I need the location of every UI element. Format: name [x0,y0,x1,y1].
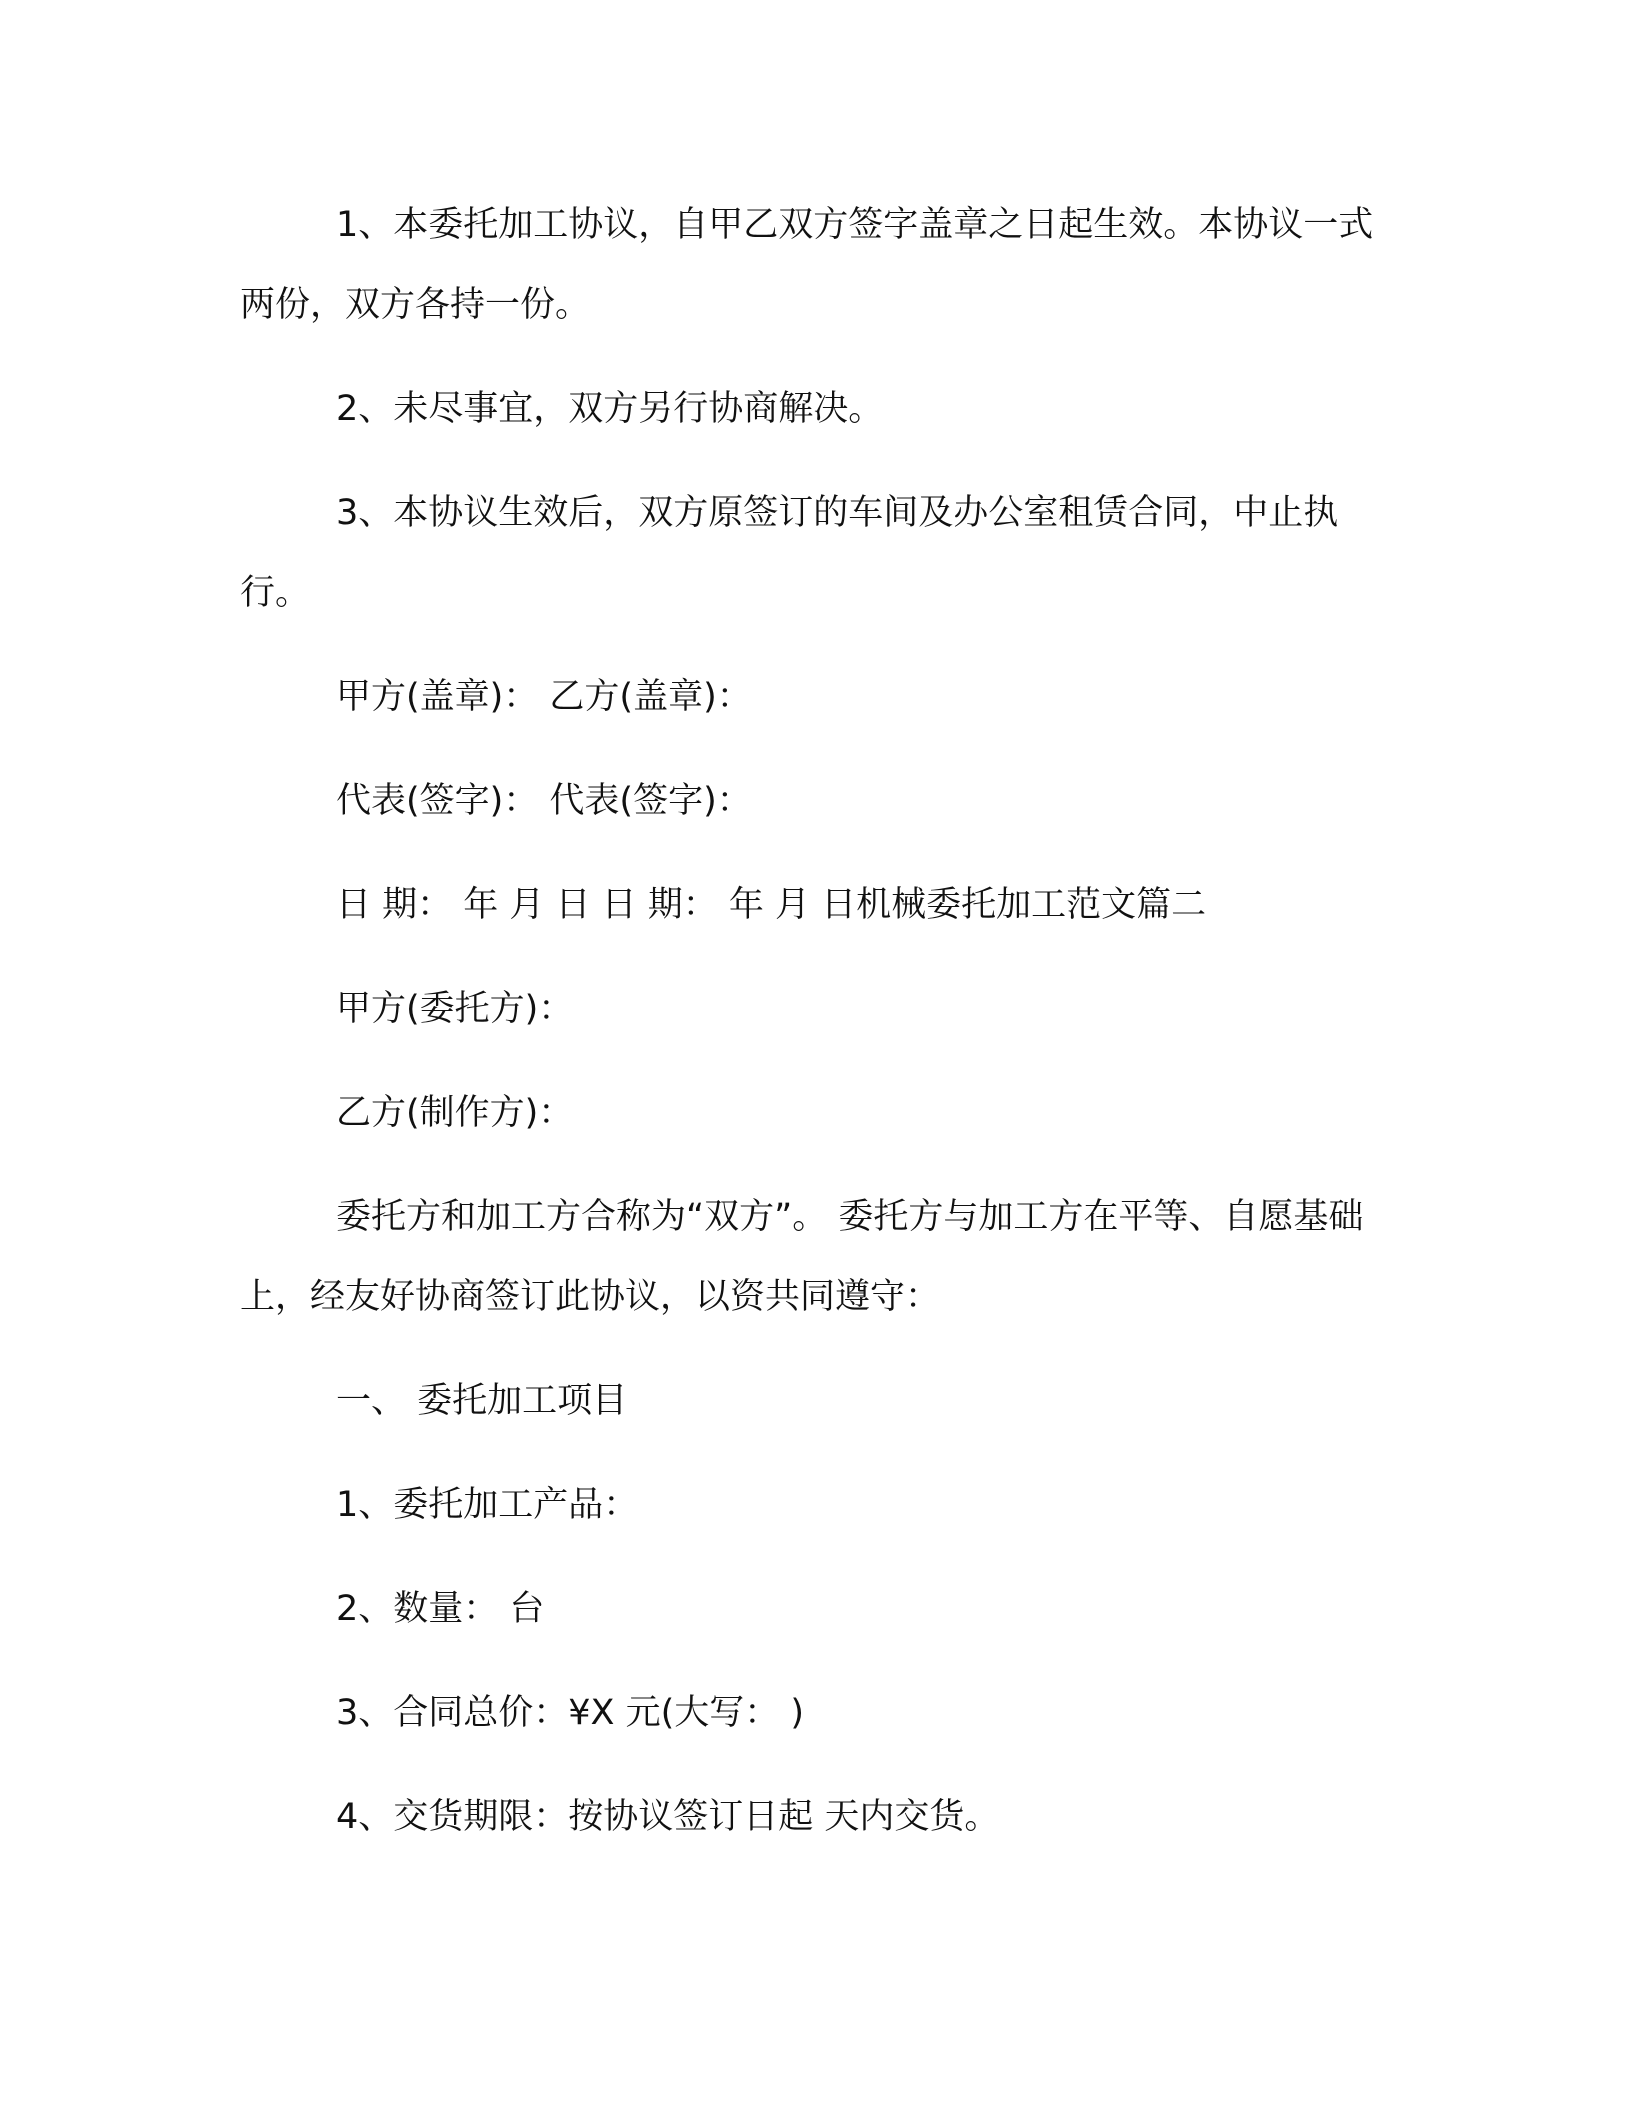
clause-unresolved-matters: 2、未尽事宜，双方另行协商解决。 [336,389,884,429]
item-total-price: 3、合同总价：¥X 元(大写： ) [336,1693,805,1733]
party-b-line: 乙方(制作方)： [336,1093,574,1133]
item-delivery-term: 4、交货期限：按协议签订日起 天内交货。 [336,1797,1000,1837]
item-product: 1、委托加工产品： [336,1485,639,1525]
signature-line: 代表(签字)： 代表(签字)： [336,781,752,821]
document-body [240,185,1392,1881]
clause-effective: 1、本委托加工协议，自甲乙双方签字盖章之日起生效。本协议一式两份，双方各持一份。 [240,205,1374,325]
date-line: 日 期： 年 月 日 日 期： 年 月 日机械委托加工范文篇二 [336,885,1207,925]
section-heading: 一、 委托加工项目 [336,1381,628,1421]
item-quantity: 2、数量： 台 [336,1589,545,1629]
clause-lease-suspension: 3、本协议生效后，双方原签订的车间及办公室租赁合同，中止执行。 [240,493,1339,613]
party-a-line: 甲方(委托方)： [336,989,574,1029]
preamble: 委托方和加工方合称为“双方”。 委托方与加工方在平等、自愿基础上，经友好协商签订此协议，以资共同遵守： [240,1197,1364,1317]
seal-line: 甲方(盖章)： 乙方(盖章)： [336,677,752,717]
